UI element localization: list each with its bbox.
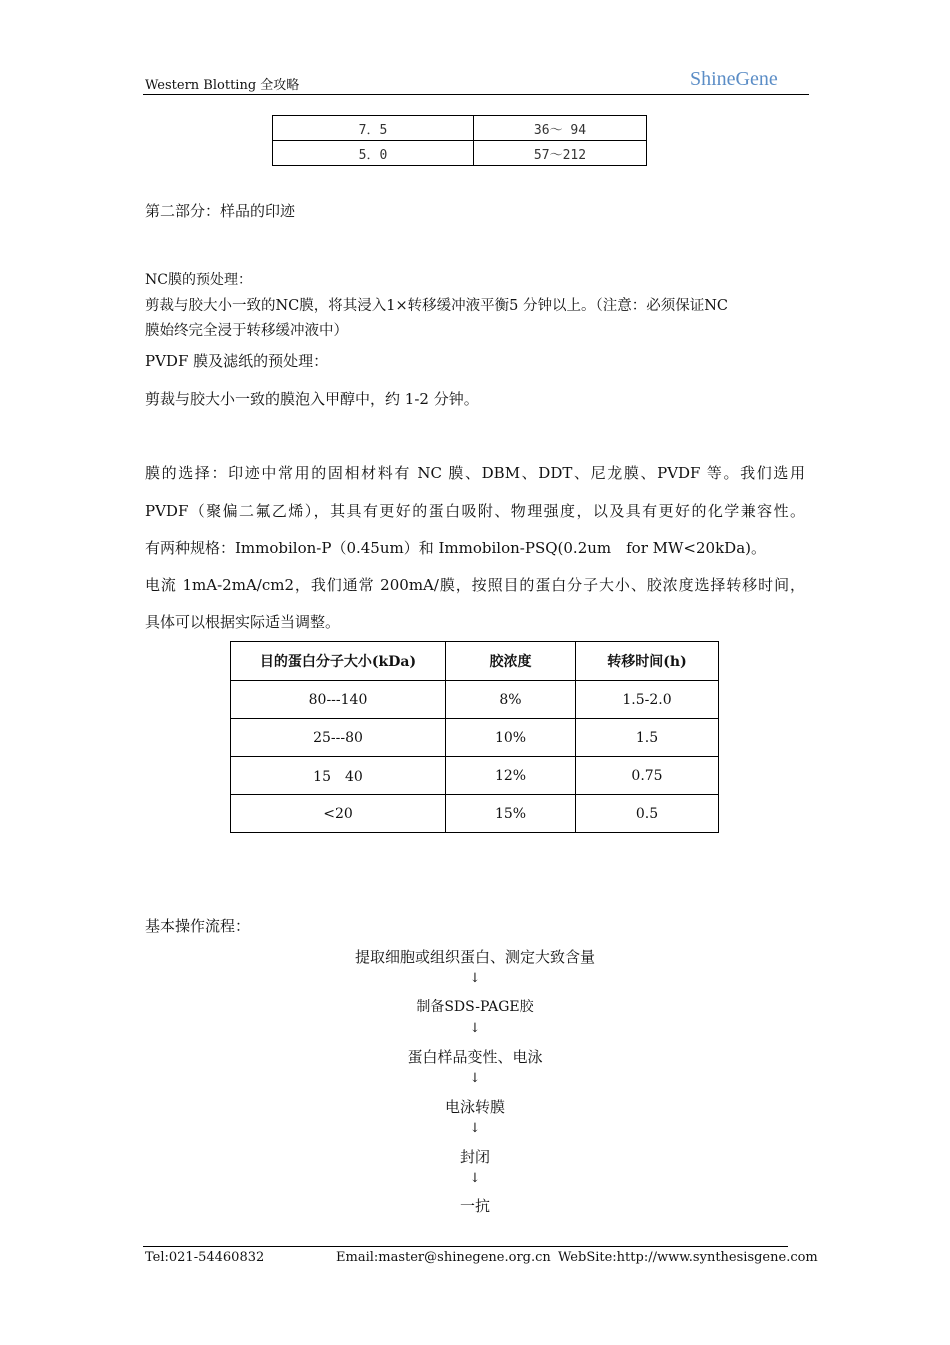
workflow-step: 蛋白样品变性、电泳: [407, 1048, 543, 1066]
table-row: [273, 141, 647, 166]
table-cell: 7．5: [273, 116, 474, 141]
footer-website: WebSite:http://www.synthesisgene.com: [558, 1250, 818, 1265]
workflow-step: 一抗: [459, 1197, 490, 1215]
membrane-text-line: 具体可以根据实际适当调整。: [145, 613, 341, 631]
header-divider: [143, 94, 809, 95]
table-cell: 5．0: [273, 141, 474, 166]
workflow-step: 电泳转膜: [444, 1098, 505, 1116]
column-header: 目的蛋白分子大小(kDa): [231, 642, 446, 681]
footer-tel: Tel:021-54460832: [145, 1250, 265, 1265]
down-arrow-icon: ↓: [469, 1171, 481, 1186]
header-title: Western Blotting 全攻略: [145, 78, 300, 93]
footer-divider: [143, 1246, 788, 1247]
membrane-text-line: PVDF（聚偏二氟乙烯），其具有更好的蛋白吸附、物理强度，以及具有更好的化学兼容性。: [145, 502, 805, 520]
nc-text-line: 剪裁与胶大小一致的NC膜，将其浸入1×转移缓冲液平衡5 分钟以上。（注意：必须保证NC: [145, 298, 729, 314]
gel-range-table: [272, 115, 647, 166]
table-cell: 57～212: [474, 141, 647, 166]
footer-email: Email:master@shinegene.org.cn: [336, 1250, 551, 1265]
table-header-row: [231, 642, 719, 681]
column-header: 转移时间(h): [576, 642, 719, 681]
membrane-text-line: 膜的选择：印迹中常用的固相材料有 NC 膜、DBM、DDT、尼龙膜、PVDF 等。我们选用: [145, 464, 805, 482]
table-cell: 8%: [446, 681, 576, 719]
nc-title: NC膜的预处理：: [145, 272, 252, 288]
workflow-step: 提取细胞或组织蛋白、测定大致含量: [354, 948, 595, 966]
table-cell: 80---140: [231, 681, 446, 719]
column-header: 胶浓度: [446, 642, 576, 681]
membrane-text-line: 电流 1mA-2mA/cm2，我们通常 200mA/膜，按照目的蛋白分子大小、胶浓度选择转移时间，: [145, 576, 805, 594]
table-cell: 15 40: [231, 757, 446, 795]
table-cell: 0.75: [576, 757, 719, 795]
table-row: [231, 795, 719, 833]
table-cell: 12%: [446, 757, 576, 795]
nc-text-line: 膜始终完全浸于转移缓冲液中）: [145, 323, 348, 339]
section-title: 第二部分：样品的印迹: [145, 202, 296, 220]
table-cell: 15%: [446, 795, 576, 833]
down-arrow-icon: ↓: [469, 1021, 481, 1036]
workflow-step: 制备SDS-PAGE胶: [416, 999, 534, 1015]
table-row: [231, 681, 719, 719]
workflow-title: 基本操作流程：: [145, 917, 251, 935]
transfer-time-table: [230, 641, 719, 833]
table-cell: 0.5: [576, 795, 719, 833]
down-arrow-icon: ↓: [469, 1071, 481, 1086]
table-cell: 25---80: [231, 719, 446, 757]
pvdf-text: 剪裁与胶大小一致的膜泡入甲醇中，约 1-2 分钟。: [145, 390, 479, 408]
down-arrow-icon: ↓: [469, 971, 481, 986]
pvdf-title: PVDF 膜及滤纸的预处理：: [145, 352, 329, 370]
down-arrow-icon: ↓: [469, 1121, 481, 1136]
membrane-text-line: 有两种规格：Immobilon-P（0.45um）和 Immobilon-PSQ(0.2um for MW<20kDa)。: [145, 539, 766, 557]
table-row: [273, 116, 647, 141]
workflow-step: 封闭: [459, 1148, 490, 1166]
table-row: [231, 757, 719, 795]
table-cell: 1.5-2.0: [576, 681, 719, 719]
table-cell: 10%: [446, 719, 576, 757]
table-cell: <20: [231, 795, 446, 833]
table-row: [231, 719, 719, 757]
brand-logo-text: ShineGene: [690, 68, 778, 90]
table-cell: 36～ 94: [474, 116, 647, 141]
table-cell: 1.5: [576, 719, 719, 757]
